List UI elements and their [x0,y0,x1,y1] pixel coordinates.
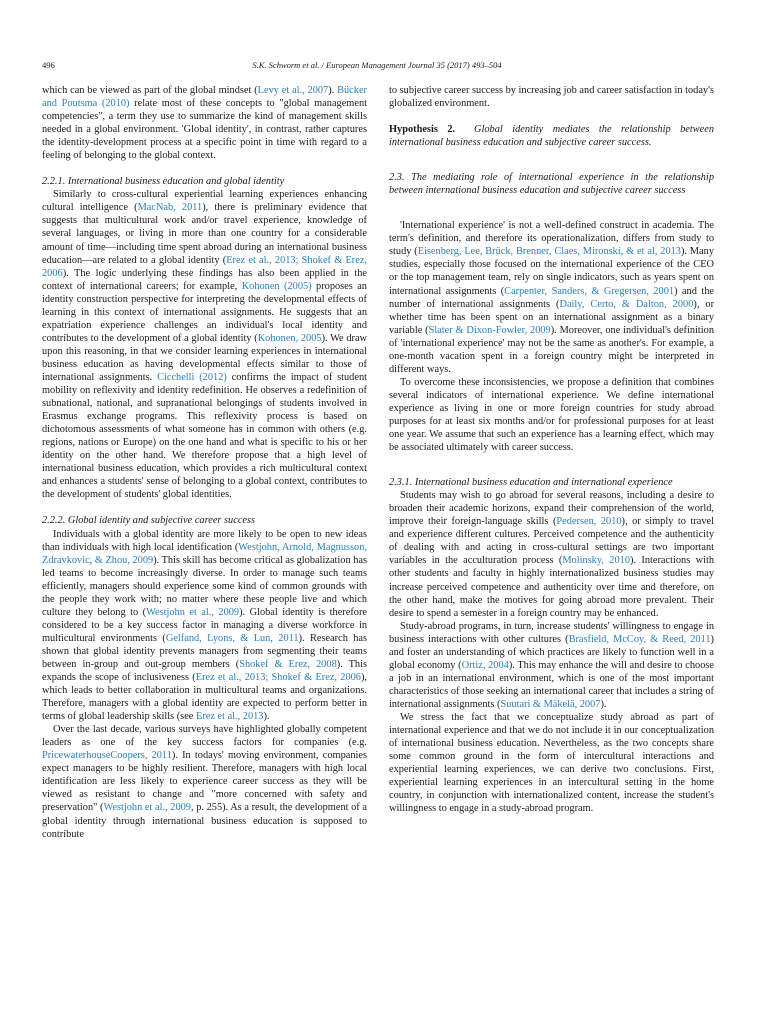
running-header [42,60,712,74]
paragraph [42,188,367,501]
running-head: S.K. Schworm et al. / European Management Journal 35 (2017) 493–504 [252,60,502,70]
body-text: ). The logic underlying these findings has also been applied in the context of international careers; for example, [42,267,367,292]
body-text: ). Moreover, one individual's definition of 'international experience' may not be the same as another's. For example, a one-month vacation spent in a foreign country might be interpreted in different ways. [389,324,714,375]
citation-link[interactable]: Kohonen (2005) [241,280,312,292]
right-column [389,84,714,815]
body-text: proposes an identity construction perspective for interpreting the developmental effects of learning in this context of international assignments. He suggests that an expatriation experience challenges an individual's local identity and contributes to the development of a global identity ( [42,280,367,344]
body-text: to subjective career success by increasing job and career satisfaction in today's globalized environment. [389,85,714,110]
body-text: ). This expands the scope of inclusiveness ( [42,658,367,684]
body-text: ). Many studies, especially those focused on the international experience of the CEO or the top management team, rely on single indicators, such as years spent on international assignments ( [389,246,714,297]
body-text: confirms the impact of student mobility on reflexivity and identity redefinition. He observes a redefinition of subnational, national, and supranational belongings of students involved in Erasmus exchange programs. This reflexivity process is based on dichotomous assessments of what someone has in common with others (e.g. regions, nations or Europe) on the one hand and what is specific to his or her identity on the other hand. We therefore propose that a high level of international business education, which provides a rich multicultural context and enhances a students' sense of belonging to a global context, contributes to the development of students' global identities. [42,371,367,501]
citation-link[interactable]: PricewaterhouseCoopers, 2011 [42,750,172,762]
citation-link[interactable]: Westjohn et al., 2009 [146,606,240,618]
citation-link[interactable]: Molinsky, 2010 [562,555,630,567]
section-heading: 2.2.1. International business education and global identity [42,176,285,188]
body-text: Individuals with a global identity are more likely to be open to new ideas than individuals with high local identification ( [42,528,367,553]
body-text: ). Global identity is therefore considered to be a key success factor in managing a diverse workforce in multicultural environments ( [42,606,367,644]
body-text: , p. 255). As a result, the development of a global identity through international business education is supposed to contribute [42,802,367,840]
body-text: ). We draw upon this reasoning, in that we consider learning experiences in international business education as having developmental effects similar to those of international assignments. [42,332,368,383]
body-text: ). [600,698,607,710]
body-text: which can be viewed as part of the global mindset ( [42,85,258,96]
paragraph [389,219,714,376]
body-text: ). [328,85,338,96]
section-heading: 2.3.1. International business education and international experience [389,477,673,489]
body-text: Study-abroad programs, in turn, increase students' willingness to engage in business interactions with other cultures ( [389,620,714,645]
body-text: ). Research has shown that global identity prevents managers from segmenting their teams between in-group and out-group members ( [42,632,367,670]
citation-link[interactable]: Suutari & Mäkelä, 2007 [500,698,601,710]
body-text: Similarly to cross-cultural experiential learning experiences enhancing cultural intelligence ( [42,189,367,214]
citation-link[interactable]: Shokef & Erez, 2008 [239,658,337,670]
section-heading: 2.2.2. Global identity and subjective career success [42,515,256,527]
body-text: ) and the number of international assignments ( [389,285,714,310]
paragraph [389,620,714,711]
body-text: We stress the fact that we conceptualize study abroad as part of international experience and that we do not include it in our conceptualization of international business education. Nevertheless, as the two concepts share some common ground in the form of intercultural interactions and experiential learning experiences, we can derive two conclusions. First, experiential learning experiences in an intercultural setting in the home country, in conjunction with internationalized content, increase the student's willingness to engage in a study-abroad program. [389,711,714,815]
body-text: ), which leads to better collaboration in multicultural teams and organizations. Therefore, managers with a global identity are expected to perform better in terms of global leadership skills (see [42,672,368,723]
citation-link[interactable]: Gelfand, Lyons, & Lun, 2011 [165,632,299,644]
hypothesis [389,123,714,149]
hypothesis-label: Hypothesis 2. [389,124,456,136]
section-heading: 2.3. The mediating role of international experience in the relationship between international business education and subjective career success [389,172,714,197]
citation-link[interactable]: Erez et al., 2013; Shokef & Erez, 2006 [195,672,361,684]
body-text: ). [263,711,270,723]
citation-link[interactable]: Cicchelli (2012) [157,371,227,383]
paragraph [389,376,714,454]
paragraph [389,711,714,815]
citation-link[interactable]: Daily, Certo, & Dalton, 2000 [559,298,694,310]
citation-link[interactable]: MacNab, 2011 [137,202,203,214]
paragraph [389,489,714,619]
body-text: relate most of these concepts to "global management competencies", a term they use to summarize the kind of management skills needed in a global environment. 'Global identity', in contrast, rather captures the identity-development process at a specific point in time with regard to a feeling of belonging to the global context. [42,98,367,162]
citation-link[interactable]: Levy et al., 2007 [257,85,329,96]
body-text: Students may wish to go abroad for several reasons, including a desire to broaden their academic horizons, expand their comprehension of the world, improve their foreign-language skills ( [389,490,714,528]
paragraph [42,723,367,840]
citation-link[interactable]: Ortiz, 2004 [461,659,509,671]
citation-link[interactable]: Slater & Dixon-Fowler, 2009 [428,324,551,336]
body-text: ). Interactions with other students and faculty in highly internationalized business studies may increase perceived competence and authenticity over time and therefore, on the other hand, make the motives for going abroad more prevalent. Their desire to spend a semester in a foreign country may be enhanced. [389,555,714,619]
citation-link[interactable]: Westjohn et al., 2009 [103,802,191,814]
citation-link[interactable]: Eisenberg, Lee, Brück, Brenner, Claes, Mironski, & et al, 2013 [417,246,681,258]
body-text: ). This may enhance the will and desire to choose a job in an international environment, which is one of the most important characteristics of those seeking an international career that includes a string of international assignments ( [389,659,715,710]
citation-link[interactable]: Carpenter, Sanders, & Gregersen, 2001 [504,285,675,297]
body-text: ). This skill has become critical as globalization has led teams to become increasingly diverse. In order to manage such teams efficiently, managers should experience some kind of common grounds with the people they work with; no matter where these people live and which culture they belong to ( [42,554,367,618]
citation-link[interactable]: Erez et al., 2013; Shokef & Erez, 2006 [42,254,367,279]
citation-link[interactable]: Bücker and Poutsma (2010) [42,85,367,110]
body-text: Over the last decade, various surveys have highlighted globally competent leaders as one of the key success factors for companies (e.g. [42,724,367,749]
body-text: ). In todays' moving environment, companies expect managers to be highly resilient. Therefore, managers with high local identification are less likely to experience career success as they will be viewed as resistant to change and "more concerned with safety and preservation" ( [42,750,368,814]
citation-link[interactable]: Brasfield, McCoy, & Reed, 2011 [568,633,711,645]
citation-link[interactable]: Pedersen, 2010 [556,516,622,528]
paragraph [42,528,367,724]
body-text: To overcome these inconsistencies, we propose a definition that combines several indicators of international experience. We define international experience as living in one or more foreign countries for study abroad purposes for at least six months and/or for professional purposes for at least one year. We assume that such an experience has a learning effect, which may be associated ultimately with career success. [389,376,714,454]
body-text: ) and foster an understanding of which practices are likely to function well in a global economy ( [389,633,714,671]
body-text: ), or simply to travel and experience different cultures. Perceived competence and the authenticity of dealing with and acting in cross-cultural settings are two important variables in the acculturation process ( [389,516,714,567]
paragraph [42,84,367,162]
hypothesis-text: Global identity mediates the relationship between international business education and subjective career success. [389,124,715,149]
body-text: ), or whether time has been spent on an international assignment as a binary variable ( [389,298,715,336]
page-number: 496 [42,60,55,70]
citation-link[interactable]: Westjohn, Arnold, Magnusson, Zdravkovic, & Zhou, 2009 [42,541,367,566]
citation-link[interactable]: Kohonen, 2005 [257,332,322,344]
paragraph [389,84,714,110]
left-column [42,84,367,841]
citation-link[interactable]: Erez et al., 2013 [195,711,264,723]
body-text: ), there is preliminary evidence that suggests that multicultural work and/or travel experience, knowledge of several languages, or living in more than one country for a considerable amount of time—including time spent abroad during an international business education—are related to a global identity ( [42,202,367,266]
body-text: 'International experience' is not a well-defined construct in academia. The term's definition, and therefore its operationalization, differs from study to study ( [389,220,714,258]
